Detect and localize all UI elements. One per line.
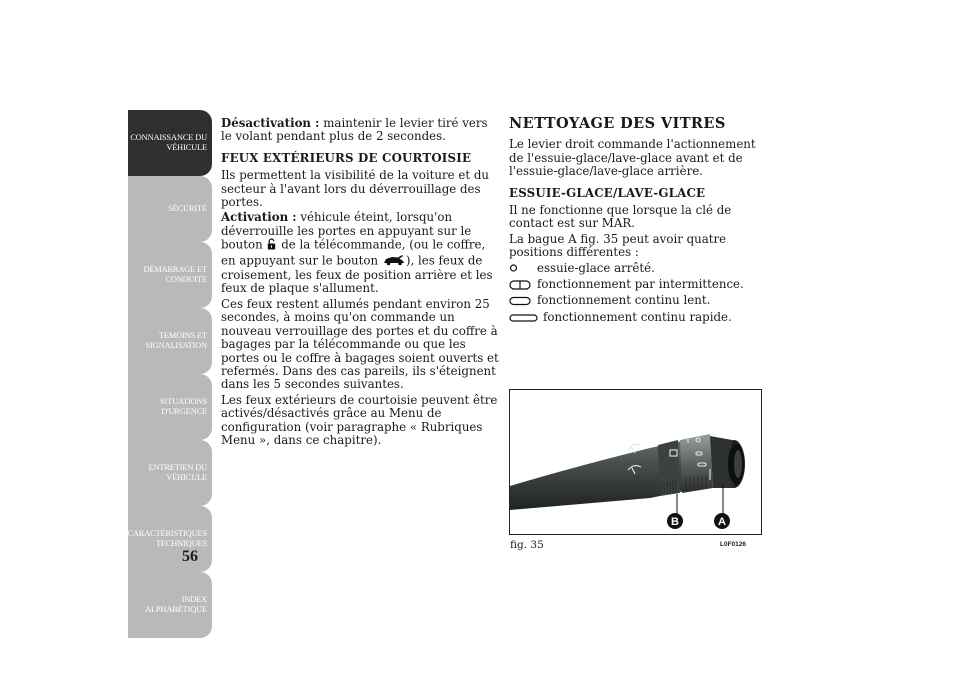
wiper-lever-figure: [509, 389, 762, 535]
unlock-icon: [267, 238, 276, 253]
condition-text: Il ne fonctionne que lorsque la clé de contact est sur MAR.: [509, 203, 732, 231]
feux-heading: FEUX EXTÉRIEURS DE COURTOISIE: [221, 150, 472, 165]
slow-symbol-icon: [509, 296, 537, 306]
feux-intro: Ils permettent la visibilité de la voiture et du secteur à l'avant lors du déverrouillage des portes.: [221, 168, 489, 210]
desactivation-lead: Désactivation :: [221, 116, 320, 130]
tab-connaissance-du-vehicule[interactable]: CONNAISSANCE DU VÉHICULE: [128, 110, 212, 176]
tab-temoins-et-signalisation[interactable]: TEMOINS ET SIGNALISATION: [128, 308, 212, 374]
page-number: 56: [182, 548, 198, 565]
activation-paragraph: Activation : véhicule éteint, lorsqu'on déverrouille les portes en appuyant sur le bouton de la télécommande, (ou le coffre, en appuyant sur le bouton ), les feux de croisement, les feux de position arrière et les feux de plaque s'allument.: [221, 210, 493, 296]
figure-caption: fig. 35: [510, 539, 544, 551]
left-column: [221, 117, 499, 449]
desactivation-paragraph: Désactivation : maintenir le levier tiré vers le volant pendant plus de 2 secondes.: [221, 116, 488, 144]
intermittent-symbol-icon: [509, 280, 537, 290]
tab-caracteristiques-techniques[interactable]: CARACTÉRISTIQUES TECHNIQUES: [128, 506, 212, 572]
positions-intro: La bague A fig. 35 peut avoir quatre positions différentes :: [509, 231, 727, 260]
fast-symbol-icon: [509, 313, 543, 323]
chapter-sidebar: [128, 110, 212, 638]
tab-demarrage-et-conduite[interactable]: DÉMARRAGE ET CONDUITE: [128, 242, 212, 308]
tab-securite[interactable]: SÉCURITÉ: [128, 176, 212, 242]
feux-duration: Ces feux restent allumés pendant environ 25 secondes, à moins qu'on commande un nouveau verrouillage des portes et du coffre à bagages par la télécommande ou que les portes ou le coffre à bagages soient ouverts et refermés. Dans des cas pareils, ils s'éteignent dans les 5 secondes suivantes.: [221, 296, 499, 392]
subheading: ESSUIE-GLACE/LAVE-GLACE: [509, 185, 706, 200]
callout-b: B: [671, 516, 679, 528]
position-item: fonctionnement continu lent.: [509, 294, 771, 307]
figure-code: L0F0126: [720, 541, 747, 548]
tab-index-alphabetique[interactable]: INDEX ALPHABÉTIQUE: [128, 572, 212, 638]
right-column: [509, 117, 771, 327]
callout-a: A: [718, 516, 726, 528]
position-item: fonctionnement continu rapide.: [509, 311, 771, 324]
stop-symbol-icon: [509, 263, 537, 273]
feux-config: Les feux extérieurs de courtoisie peuvent être activés/désactivés grâce au Menu de configuration (voir paragraphe « Rubriques Menu », dans ce chapitre).: [221, 392, 498, 447]
position-item: fonctionnement par intermittence.: [509, 278, 771, 291]
tab-situations-d-urgence[interactable]: SITUATIONS D'URGENCE: [128, 374, 212, 440]
section-title: NETTOYAGE DES VITRES: [509, 115, 726, 132]
trunk-icon: [383, 254, 405, 269]
tab-entretien-du-vehicule[interactable]: ENTRETIEN DU VÉHICULE: [128, 440, 212, 506]
position-item: essuie-glace arrêté.: [509, 262, 771, 275]
wiper-lever-illustration: [510, 390, 762, 535]
section-intro: Le levier droit commande l'actionnement de l'essuie-glace/lave-glace avant et de l'essuie-glace/lave-glace arrière.: [509, 137, 756, 179]
